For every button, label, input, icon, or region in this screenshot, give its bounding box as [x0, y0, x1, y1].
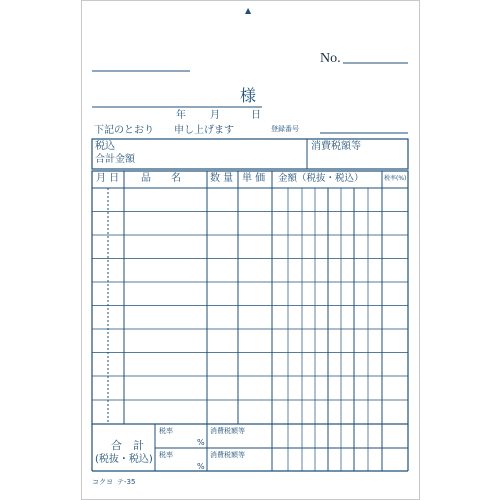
year-label: 年: [176, 110, 186, 121]
consumption-tax-label: 消費税額等: [311, 141, 361, 152]
tax-included-label: 税込: [95, 141, 115, 152]
col-header-amount: 金額（税抜・税込）: [278, 173, 364, 184]
consumption-tax-lower: 消費税額等: [210, 451, 245, 459]
items-table-frame: [92, 171, 408, 424]
day-label: 日: [251, 110, 261, 121]
percent-lower: %: [197, 462, 205, 471]
brand-text: コクヨ: [92, 478, 113, 486]
col-header-qty: 数 量: [210, 173, 234, 184]
col-header-date: 月 日: [96, 173, 120, 184]
amount-digit-lines: [288, 188, 368, 471]
col-header-item: 品 名: [141, 173, 181, 184]
model-text: テ-35: [117, 478, 136, 486]
paper-border: [82, 1, 420, 500]
col-header-unit-price: 単 価: [242, 173, 266, 184]
month-label: 月: [210, 110, 220, 121]
total-label: 合 計: [111, 439, 144, 452]
consumption-tax-upper: 消費税額等: [210, 427, 245, 435]
number-label: No.: [320, 51, 341, 66]
tax-rate-label-upper: 税率: [159, 427, 173, 435]
sama-label: 様: [240, 86, 257, 105]
total-sub-label: (税抜・税込): [95, 454, 153, 465]
top-arrow-icon: ▲: [245, 6, 252, 15]
total-amount-label: 合計金額: [95, 154, 135, 165]
col-header-tax-rate: 税率(%): [384, 175, 407, 182]
registration-label: 登録番号: [271, 125, 299, 133]
tax-rate-label-lower: 税率: [159, 451, 173, 459]
greeting-text: 下記のとおり 申し上げます: [94, 125, 234, 136]
table-row-lines: [92, 212, 408, 401]
percent-upper: %: [197, 438, 205, 447]
